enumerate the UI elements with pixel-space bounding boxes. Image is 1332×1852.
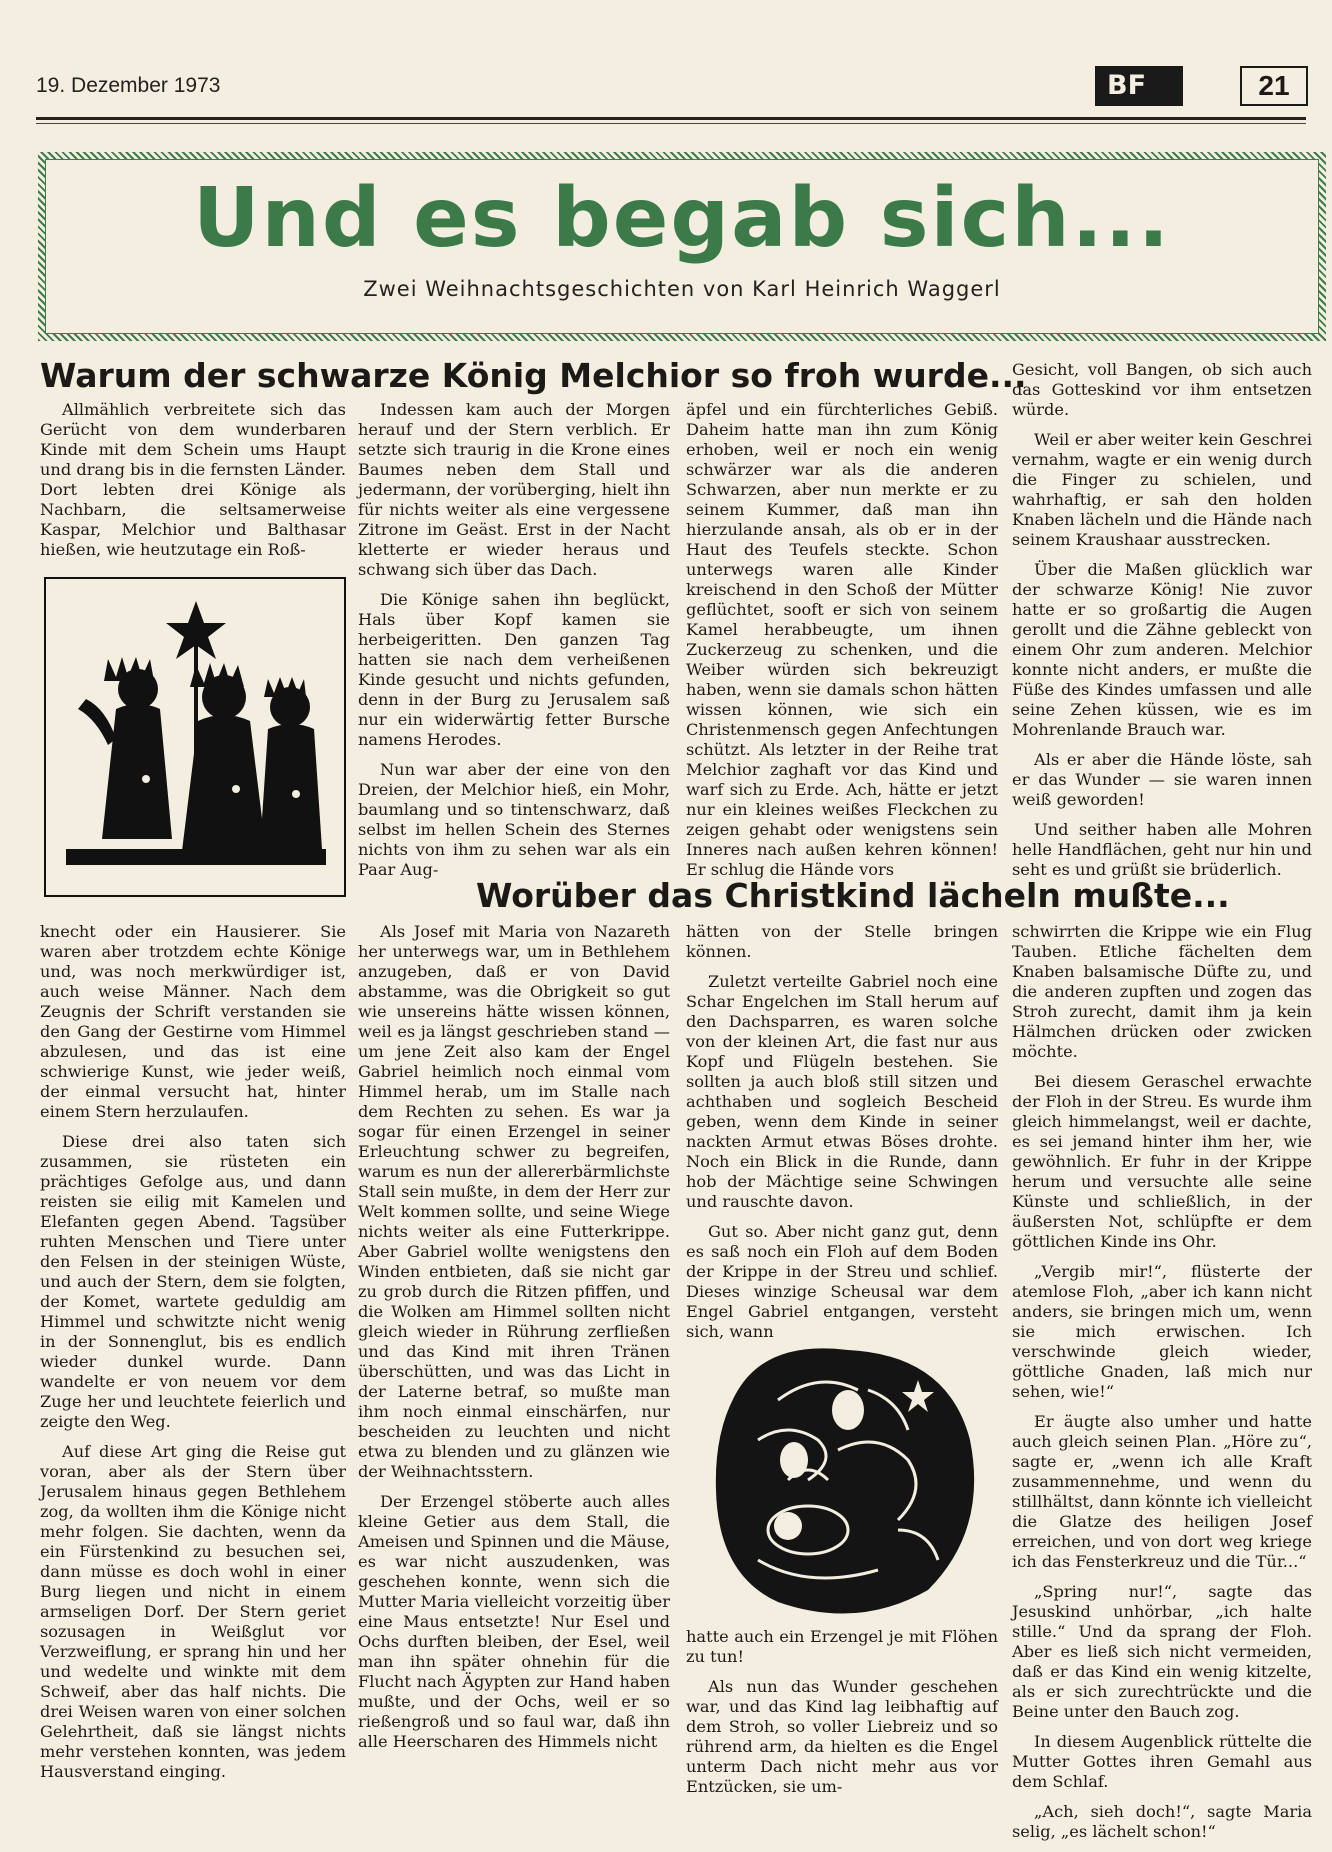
story2-col2 (358, 922, 670, 1762)
title-box (38, 152, 1326, 341)
paragraph: Der Erzengel stöberte auch alles kleine Getier aus dem Stall, die Ameisen und Spinnen und die Mäuse, es war nicht auszudenken, was geschehen konnte, wenn sich die Mutter Maria vielleicht vorzeitig über eine Maus entsetzte! Nur Esel und Ochs durften bleiben, der Esel, weil man ihn später ohnehin für die Flucht nach Ägypten zur Hand haben mußte, und der Ochs, weil er so rießengroß und so faul war, daß ihn alle Heerscharen des Himmels nicht (358, 1492, 670, 1751)
story2-col3b (686, 1627, 998, 1807)
paragraph: knecht oder ein Hausierer. Sie waren aber trotzdem echte Könige und, was noch merkwürdiger ist, auch weise Männer. Nach dem Zeugnis der Schrift verstanden sie den Gang der Gestirne vom Himmel abzulesen, und das ist eine schwierige Kunst, wie jeder weiß, der einmal versucht hat, hinter einem Stern herzulaufen. (40, 922, 346, 1121)
paragraph: hatte auch ein Erzengel je mit Flöhen zu tun! (686, 1627, 998, 1666)
story1-col4 (1012, 360, 1312, 890)
paragraph: Nun war aber der eine von den Dreien, der Melchior hieß, ein Mohr, baumlang und so tintenschwarz, daß selbst im hellen Schein des Sternes nichts von ihm zu sehen war als ein Paar Aug- (358, 760, 670, 879)
paragraph: Als Josef mit Maria von Nazareth her unterwegs war, um in Bethlehem anzugeben, daß er von David abstamme, was die Obrigkeit so gut wie unsereins hätte wissen können, weil es ja längst geschrieben stand — um jene Zeit also kam der Engel Gabriel heimlich noch einmal vom Himmel herab, um im Stalle nach dem Rechten zu sehen. Es war ja sogar für einen Erzengel in seiner Erleuchtung schwer zu begreifen, warum es nun der allererbärmlichste Stall sein mußte, in dem der Herr zur Welt kommen sollte, und seine Wiege nichts weiter als eine Futterkrippe. Aber Gabriel wollte wenigstens den Winden entbieten, daß sie nicht gar zu grob durch die Ritzen pfiffen, und die Wolken am Himmel sollten nicht gleich wieder in Rührung zerfließen und das Kind mit ihren Tränen überschütten, und was das Licht in der Laterne betraf, so mußte man ihm noch einmal einschärfen, nur bescheiden zu leuchten und nicht etwa zu blenden und zu glänzen wie der Weihnachtsstern. (358, 922, 670, 1481)
paragraph: Diese drei also taten sich zusammen, sie rüsteten ein prächtiges Gefolge aus, und dann reisten sie eilig mit Kamelen und Elefanten gegen Abend. Tagsüber ruhten Menschen und Tiere unter den Felsen in der steinigen Wüste, und auch der Stern, dem sie folgten, der Komet, wartete geduldig am Himmel und schwitzte nicht wenig in der Sonnenglut, bis es endlich wieder dunkel wurde. Dann wandelte er von neuem vor dem Zuge her und leuchtete feierlich und zeigte den Weg. (40, 1132, 346, 1431)
paragraph: Über die Maßen glücklich war der schwarze König! Nie zuvor hatte er so großartig die Augen gerollt und die Zähne gebleckt von einem Ohr zum anderen. Melchior konnte nicht anders, er mußte die Füße des Kindes umfassen und alle seine Zehen küssen, wie es im Mohrenlande Brauch war. (1012, 560, 1312, 739)
paragraph: schwirrten die Krippe wie ein Flug Tauben. Etliche fächelten dem Knaben balsamische Düfte zu, und die anderen zupften und zogen das Stroh zurecht, damit ihm ja kein Hälmchen drücken oder zwicken möchte. (1012, 922, 1312, 1061)
paragraph: Gut so. Aber nicht ganz gut, denn es saß noch ein Floh auf dem Boden der Krippe in der Streu und schlief. Dieses winzige Scheusal war dem Engel Gabriel entgangen, versteht sich, wann (686, 1222, 998, 1341)
story1-col1b (40, 922, 346, 1792)
story1-headline: Warum der schwarze König Melchior so froh wurde... (40, 356, 1027, 395)
paragraph: Gesicht, voll Bangen, ob sich auch das Gotteskind vor ihm entsetzen würde. (1012, 360, 1312, 419)
story2-headline: Worüber das Christkind lächeln mußte... (476, 876, 1230, 915)
paragraph: Allmählich verbreitete sich das Gerücht von dem wunderbaren Kinde mit dem Schein ums Haupt und drang bis in die fernsten Länder. Dort lebten drei Könige als Nachbarn, die seltsamerweise Kaspar, Melchior und Balthasar hießen, wie heutzutage ein Roß- (40, 400, 346, 559)
paragraph: Bei diesem Geraschel erwachte der Floh in der Streu. Es wurde ihm gleich himmelangst, weil er dachte, es sei jemand hinter ihm her, wie gewöhnlich. Er fuhr in der Krippe herum und versuchte alle seine Künste und schließlich, in der äußersten Not, schlüpfte er dem göttlichen Kinde ins Ohr. (1012, 1072, 1312, 1251)
story2-col3a (686, 922, 998, 1352)
three-kings-illustration (46, 579, 344, 895)
story1-col2 (358, 400, 670, 890)
paragraph: Auf diese Art ging die Reise gut voran, aber als der Stern über Jerusalem hinaus gegen Bethlehem zog, da wollten ihm die Könige nicht mehr folgen. Sie dachten, wenn da ein Fürstenkind zu besuchen sei, dann müsse es doch wohl in einer Burg liegen und nicht in einem armseligen Dorf. Der Stern geriet sozusagen in Weißglut vor Verzweiflung, er sprang hin und her und wedelte und winkte mit dem Schweif, aber das half nichts. Die drei Weisen waren von einer solchen Gelehrtheit, daß sie längst nichts mehr verstehen konnten, was jedem Hausverstand einging. (40, 1442, 346, 1781)
page-subtitle: Zwei Weihnachtsgeschichten von Karl Heinrich Waggerl (363, 277, 1001, 301)
paragraph: Er äugte also umher und hatte auch gleich seinen Plan. „Höre zu“, sagte er, „wenn ich alle Kraft zusammennehme, und wenn du stillhältst, dann könnte ich vielleicht die Glatze des heiligen Josef erreichen, und von dort weg kriege ich das Fensterkreuz und die Tür...“ (1012, 1412, 1312, 1571)
nativity-woodcut (698, 1330, 988, 1620)
paragraph: Und seither haben alle Mohren helle Handflächen, geht nur hin und seht es und grüßt sie brüderlich. (1012, 820, 1312, 879)
paragraph: Die Könige sahen ihn beglückt, Hals über Kopf kamen sie herbeigeritten. Den ganzen Tag hatten sie nach dem verheißenen Kinde gesucht und nichts gefunden, denn in der Burg zu Jerusalem saß nur ein widerwärtig fetter Bursche namens Herodes. (358, 590, 670, 749)
paragraph: Als nun das Wunder geschehen war, und das Kind lag leibhaftig auf dem Stroh, so voller Liebreiz und so rührend arm, da hielten es die Engel unterm Dach nicht mehr aus vor Entzücken, sie um- (686, 1677, 998, 1796)
paragraph: „Ach, sieh doch!“, sagte Maria selig, „es lächelt schon!“ (1012, 1802, 1312, 1841)
page-number: 21 (1240, 66, 1308, 106)
paragraph: „Vergib mir!“, flüsterte der atemlose Floh, „aber ich kann nicht anders, sie bringen mich um, wenn sie mich erwischen. Ich verschwinde gleich wieder, göttliche Gnaden, laß mich nur sehen, wie!“ (1012, 1262, 1312, 1401)
issue-date: 19. Dezember 1973 (36, 74, 221, 97)
header-rule (36, 117, 1306, 120)
page-title: Und es begab sich... (192, 171, 1172, 266)
paragraph: Als er aber die Hände löste, sah er das Wunder — sie waren innen weiß geworden! (1012, 750, 1312, 809)
paragraph: Zuletzt verteilte Gabriel noch eine Schar Engelchen im Stall herum auf den Dachsparren, es waren solche von der kleinen Art, die fast nur aus Kopf und Flügeln bestehen. Sie sollten ja auch bloß still sitzen und achthaben und sogleich Bescheid geben, wenn dem Kinde in seiner nackten Armut etwas Böses drohte. Noch ein Blick in die Runde, dann hob der Mächtige seine Schwingen und rauschte davon. (686, 972, 998, 1211)
story1-col1a (40, 400, 346, 570)
paragraph: In diesem Augenblick rüttelte die Mutter Gottes ihren Gemahl aus dem Schlaf. (1012, 1732, 1312, 1791)
nativity-illustration (698, 1330, 988, 1620)
paragraph: hätten von der Stelle bringen können. (686, 922, 998, 961)
paragraph: Indessen kam auch der Morgen herauf und der Stern verblich. Er setzte sich traurig in die Krone eines Baumes neben dem Stall und jedermann, der vorüberging, hielt ihn für nichts weiter als eine vergessene Zitrone im Geäst. Erst in der Nacht kletterte er wieder heraus und schwang sich über das Dach. (358, 400, 670, 579)
story2-col4 (1012, 922, 1312, 1852)
header-rule-thin (36, 123, 1306, 124)
paragraph: „Spring nur!“, sagte das Jesuskind unhörbar, „ich halte stille.“ Und da sprang der Floh. Aber es ließ sich nicht vermeiden, daß er das Kind ein wenig kitzelte, als er sich zurechtrückte und die Beine unter den Bauch zog. (1012, 1582, 1312, 1721)
kings-woodcut (44, 577, 346, 897)
story1-col3 (686, 400, 998, 890)
paragraph: Weil er aber weiter kein Geschrei vernahm, wagte er ein wenig durch die Finger zu schielen, und wahrhaftig, er sah den holden Knaben lächeln und die Hände nach seinem Kraushaar ausstrecken. (1012, 430, 1312, 549)
paragraph: äpfel und ein fürchterliches Gebiß. Daheim hatte man ihn zum König erhoben, weil er noch ein wenig schwärzer war als die anderen Schwarzen, aber nun merkte er zu seinem Kummer, daß man ihn hierzulande ansah, als ob er in der Haut des Teufels steckte. Schon unterwegs waren alle Kinder kreischend in den Schoß der Mütter geflüchtet, sooft er sich von seinem Kamel herabbeugte, um ihnen Zuckerzeug zu schenken, und die Weiber würden sich bekreuzigt haben, wenn sie damals schon hätten wissen können, wie sich ein Christenmensch gegen Anfechtungen schützt. Als letzter in der Reihe trat Melchior zaghaft vor das Kind und warf sich zu Erde. Ach, hätte er jetzt nur ein kleines weißes Fleckchen zu zeigen gehabt oder wenigstens sein Inneres nach außen kehren können! Er schlug die Hände vors (686, 400, 998, 879)
section-badge: BF (1095, 66, 1183, 106)
